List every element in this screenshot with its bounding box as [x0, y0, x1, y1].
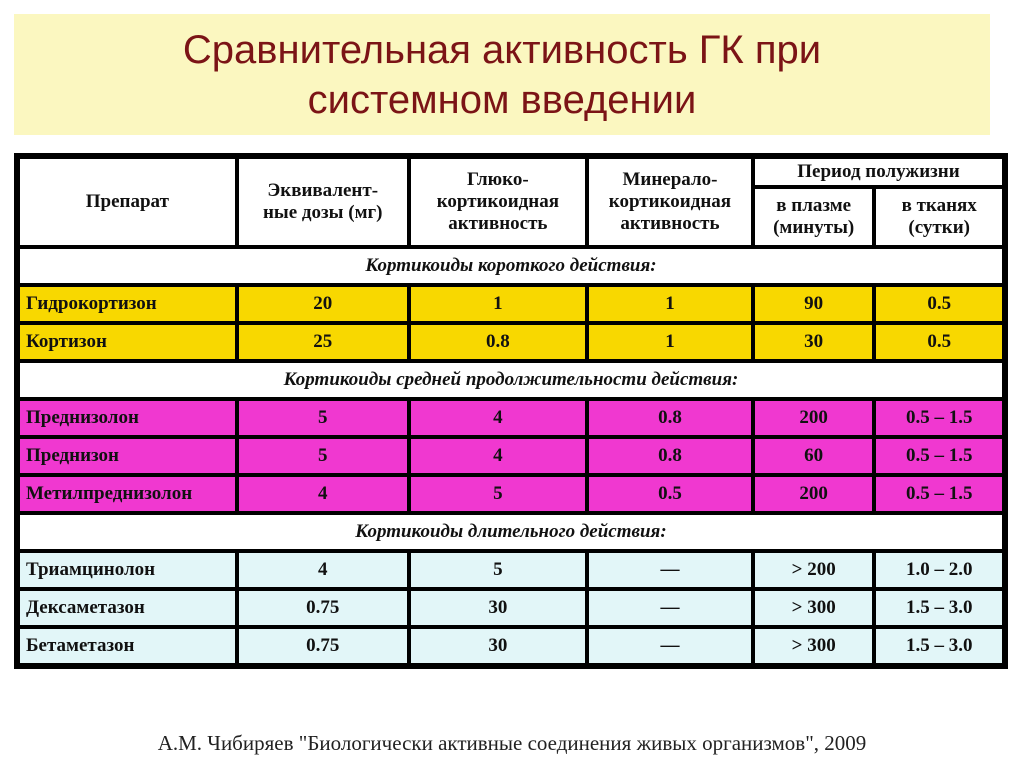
page-title-line-1: Сравнительная активность ГК при — [182, 27, 822, 72]
mineral-cell: 0.8 — [589, 439, 751, 473]
header-equivalent-dose — [239, 159, 407, 245]
header-dose-line-2: ные дозы (мг) — [262, 202, 383, 223]
header-plasma — [755, 189, 872, 245]
gluco-cell: 30 — [411, 629, 585, 663]
gluco-cell: 0.8 — [411, 325, 585, 359]
header-glucocorticoid-activity — [411, 159, 585, 245]
plasma-cell: > 300 — [755, 629, 872, 663]
table-row — [20, 439, 1002, 473]
mineral-cell: 0.5 — [589, 477, 751, 511]
header-dose-line-1: Эквивалент- — [267, 180, 379, 201]
plasma-cell: 30 — [755, 325, 872, 359]
tissue-cell: 0.5 — [876, 287, 1002, 321]
mineral-cell: — — [589, 591, 751, 625]
drug-name: Триамцинолон — [20, 553, 235, 587]
group-label-long-acting: Кортикоиды длительного действия: — [20, 515, 1002, 549]
header-tissue — [876, 189, 1002, 245]
tissue-cell: 1.5 – 3.0 — [876, 629, 1002, 663]
tissue-cell: 0.5 — [876, 325, 1002, 359]
plasma-cell: 200 — [755, 477, 872, 511]
drug-name: Метилпреднизолон — [20, 477, 235, 511]
table-row — [20, 477, 1002, 511]
header-half-life-label: Период полужизни — [797, 161, 960, 182]
tissue-cell: 0.5 – 1.5 — [876, 439, 1002, 473]
gluco-cell: 5 — [411, 477, 585, 511]
group-label-intermediate-acting: Кортикоиды средней продолжительности действия: — [20, 363, 1002, 397]
header-tissue-line-2: (сутки) — [908, 217, 970, 238]
mineral-cell: 0.8 — [589, 401, 751, 435]
dose-cell: 20 — [239, 287, 407, 321]
table-row — [20, 401, 1002, 435]
header-plasma-line-2: (минуты) — [773, 217, 855, 238]
gluco-cell: 30 — [411, 591, 585, 625]
mineral-cell: 1 — [589, 287, 751, 321]
drug-name: Преднизон — [20, 439, 235, 473]
drug-name: Бетаметазон — [20, 629, 235, 663]
tissue-cell: 0.5 – 1.5 — [876, 401, 1002, 435]
dose-cell: 0.75 — [239, 591, 407, 625]
dose-cell: 4 — [239, 477, 407, 511]
glucocorticoid-comparison-table — [14, 153, 1008, 669]
table-row — [20, 287, 1002, 321]
drug-name: Гидрокортизон — [20, 287, 235, 321]
dose-cell: 5 — [239, 401, 407, 435]
header-drug-label: Препарат — [85, 191, 169, 212]
tissue-cell: 1.5 – 3.0 — [876, 591, 1002, 625]
drug-name: Преднизолон — [20, 401, 235, 435]
gluco-cell: 4 — [411, 401, 585, 435]
header-mineral-line-1: Минерало- — [622, 169, 718, 190]
mineral-cell: — — [589, 629, 751, 663]
table-row — [20, 553, 1002, 587]
table-row — [20, 629, 1002, 663]
dose-cell: 5 — [239, 439, 407, 473]
page-title-line-2: системном введении — [307, 77, 697, 122]
header-plasma-line-1: в плазме — [776, 195, 852, 216]
plasma-cell: 60 — [755, 439, 872, 473]
table-body — [20, 249, 1002, 663]
plasma-cell: > 300 — [755, 591, 872, 625]
plasma-cell: 200 — [755, 401, 872, 435]
gluco-cell: 4 — [411, 439, 585, 473]
header-tissue-line-1: в тканях — [901, 195, 977, 216]
table-row — [20, 591, 1002, 625]
group-label-short-acting: Кортикоиды короткого действия: — [20, 249, 1002, 283]
comparison-table-wrapper — [14, 153, 1008, 669]
tissue-cell: 1.0 – 2.0 — [876, 553, 1002, 587]
title-banner — [14, 14, 990, 135]
source-citation: А.М. Чибиряев "Биологически активные соединения живых организмов", 2009 — [157, 731, 867, 755]
plasma-cell: > 200 — [755, 553, 872, 587]
dose-cell: 4 — [239, 553, 407, 587]
header-mineralocorticoid-activity — [589, 159, 751, 245]
dose-cell: 25 — [239, 325, 407, 359]
drug-name: Дексаметазон — [20, 591, 235, 625]
header-mineral-line-2: кортикоидная — [608, 191, 732, 212]
header-gluco-line-1: Глюко- — [467, 169, 529, 190]
header-gluco-line-2: кортикоидная — [436, 191, 559, 212]
drug-name: Кортизон — [20, 325, 235, 359]
gluco-cell: 1 — [411, 287, 585, 321]
gluco-cell: 5 — [411, 553, 585, 587]
mineral-cell: 1 — [589, 325, 751, 359]
tissue-cell: 0.5 – 1.5 — [876, 477, 1002, 511]
dose-cell: 0.75 — [239, 629, 407, 663]
header-half-life — [755, 159, 1002, 185]
table-row — [20, 325, 1002, 359]
plasma-cell: 90 — [755, 287, 872, 321]
header-gluco-line-3: активность — [448, 213, 548, 234]
header-mineral-line-3: активность — [620, 213, 720, 234]
header-drug — [20, 159, 235, 245]
mineral-cell: — — [589, 553, 751, 587]
